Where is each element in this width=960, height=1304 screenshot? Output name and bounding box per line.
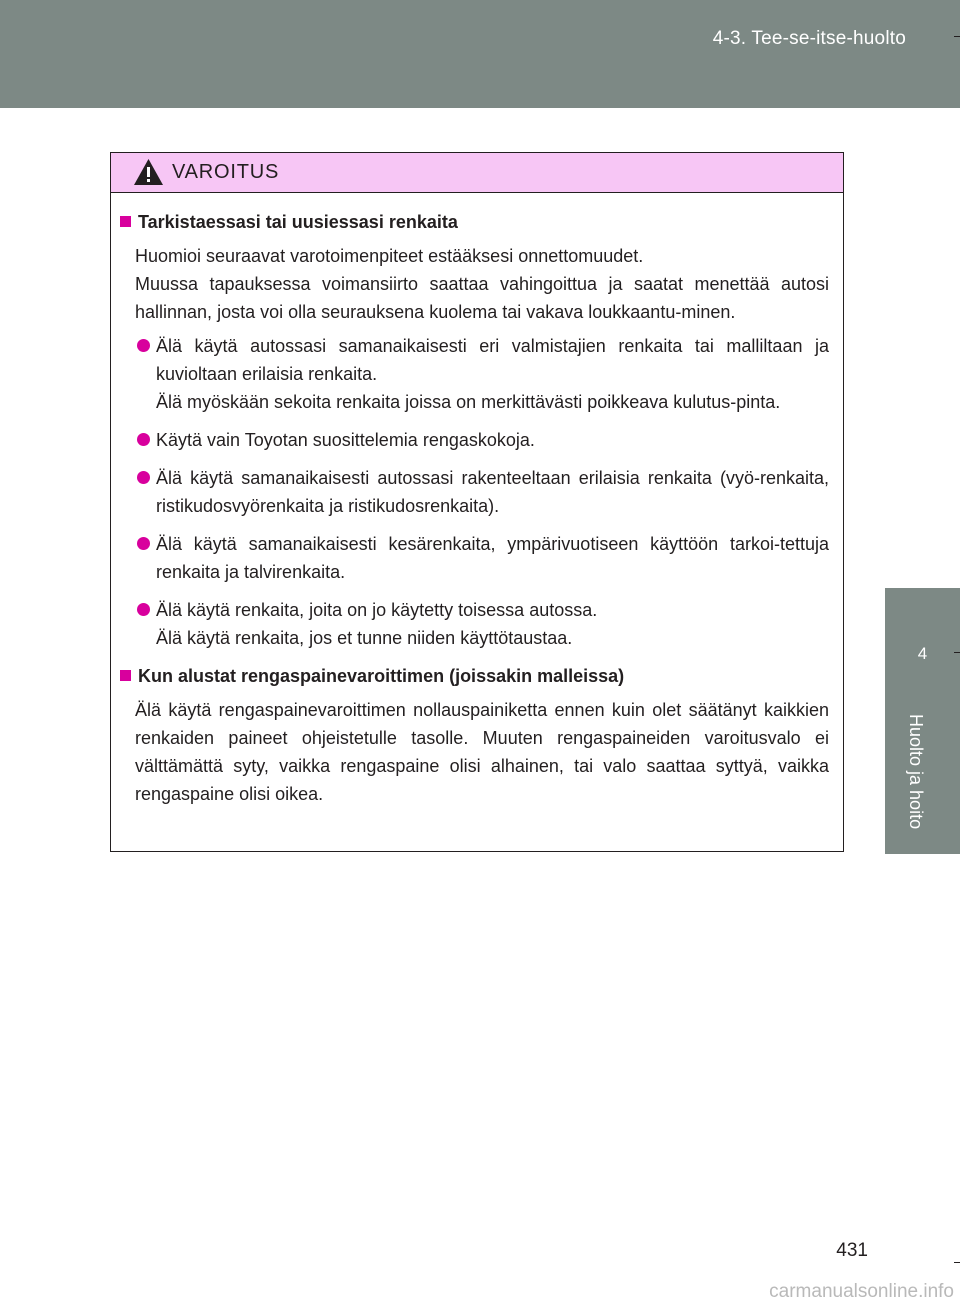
bullet-line: Älä käytä autossasi samanaikaisesti eri valmistajien renkaita tai malliltaan ja kuvioltaan erilaisia renkaita. xyxy=(156,336,829,384)
bullet-line: Älä käytä renkaita, joita on jo käytetty toisessa autossa. xyxy=(156,600,598,620)
paragraph-line: Älä käytä rengaspainevaroittimen nollauspainiketta ennen kuin olet säätänyt kaikkien renkaiden paineet ohjeistetulle tasolle. Muuten rengaspaineiden varoitusvalo ei välttämättä syty, vaikka rengaspaine olisi alhainen, tai valo saattaa syttyä, vaikka rengaspaine olisi oikea. xyxy=(135,700,829,804)
section-heading-text: Kun alustat rengaspainevaroittimen (joissakin malleissa) xyxy=(138,666,625,686)
side-tab-number: 4 xyxy=(917,644,928,663)
bullet-item xyxy=(119,332,829,416)
bullet-dot-icon xyxy=(137,537,150,550)
bullet-line: Älä myöskään sekoita renkaita joissa on merkittävästi poikkeava kulutus-pinta. xyxy=(156,392,781,412)
bullet-dot-icon xyxy=(137,339,150,352)
bullet-line: Älä käytä renkaita, jos et tunne niiden käyttötaustaa. xyxy=(156,628,573,648)
crop-mark xyxy=(954,36,960,37)
bullet-dot-icon xyxy=(137,433,150,446)
section-heading-text: Tarkistaessasi tai uusiessasi renkaita xyxy=(138,212,458,232)
warning-box xyxy=(110,152,844,852)
watermark: carmanualsonline.info xyxy=(769,1281,954,1302)
crop-mark xyxy=(954,652,960,653)
crop-mark xyxy=(954,1262,960,1263)
bullet-line: Älä käytä samanaikaisesti autossasi rakenteeltaan erilaisia renkaita (vyö-renkaita, ristikudosvyörenkaita ja ristikudosrenkaita). xyxy=(156,468,829,516)
bullet-item xyxy=(119,426,829,454)
paragraph-line: Muussa tapauksessa voimansiirto saattaa vahingoittua ja saatat menettää autosi hallinnan, josta voi olla seurauksena kuolema tai vakava loukkaantu-minen. xyxy=(135,274,829,322)
warning-header xyxy=(111,153,843,193)
paragraph-line: Huomioi seuraavat varotoimenpiteet estääksesi onnettomuudet. xyxy=(135,246,644,266)
warning-body xyxy=(111,193,843,808)
bullet-dot-icon xyxy=(137,471,150,484)
section-heading xyxy=(119,662,829,690)
section-heading xyxy=(119,208,829,236)
warning-title: VAROITUS xyxy=(172,161,280,183)
bullet-item xyxy=(119,596,829,652)
square-bullet-icon xyxy=(120,216,131,227)
section-header: 4-3. Tee-se-itse-huolto xyxy=(712,28,906,49)
bullet-item xyxy=(119,464,829,520)
page-number: 431 xyxy=(836,1240,868,1261)
square-bullet-icon xyxy=(120,670,131,681)
side-tab xyxy=(885,588,960,854)
bullet-dot-icon xyxy=(137,603,150,616)
bullet-line: Käytä vain Toyotan suosittelemia rengaskokoja. xyxy=(156,430,535,450)
warning-triangle-icon xyxy=(133,158,164,186)
side-tab-label: Huolto ja hoito xyxy=(906,714,926,830)
bullet-item xyxy=(119,530,829,586)
section-paragraph xyxy=(135,696,829,808)
section-paragraph xyxy=(135,242,829,326)
top-header-band xyxy=(0,0,960,108)
bullet-line: Älä käytä samanaikaisesti kesärenkaita, ympärivuotiseen käyttöön tarkoi-tettuja renkaita ja talvirenkaita. xyxy=(156,534,829,582)
